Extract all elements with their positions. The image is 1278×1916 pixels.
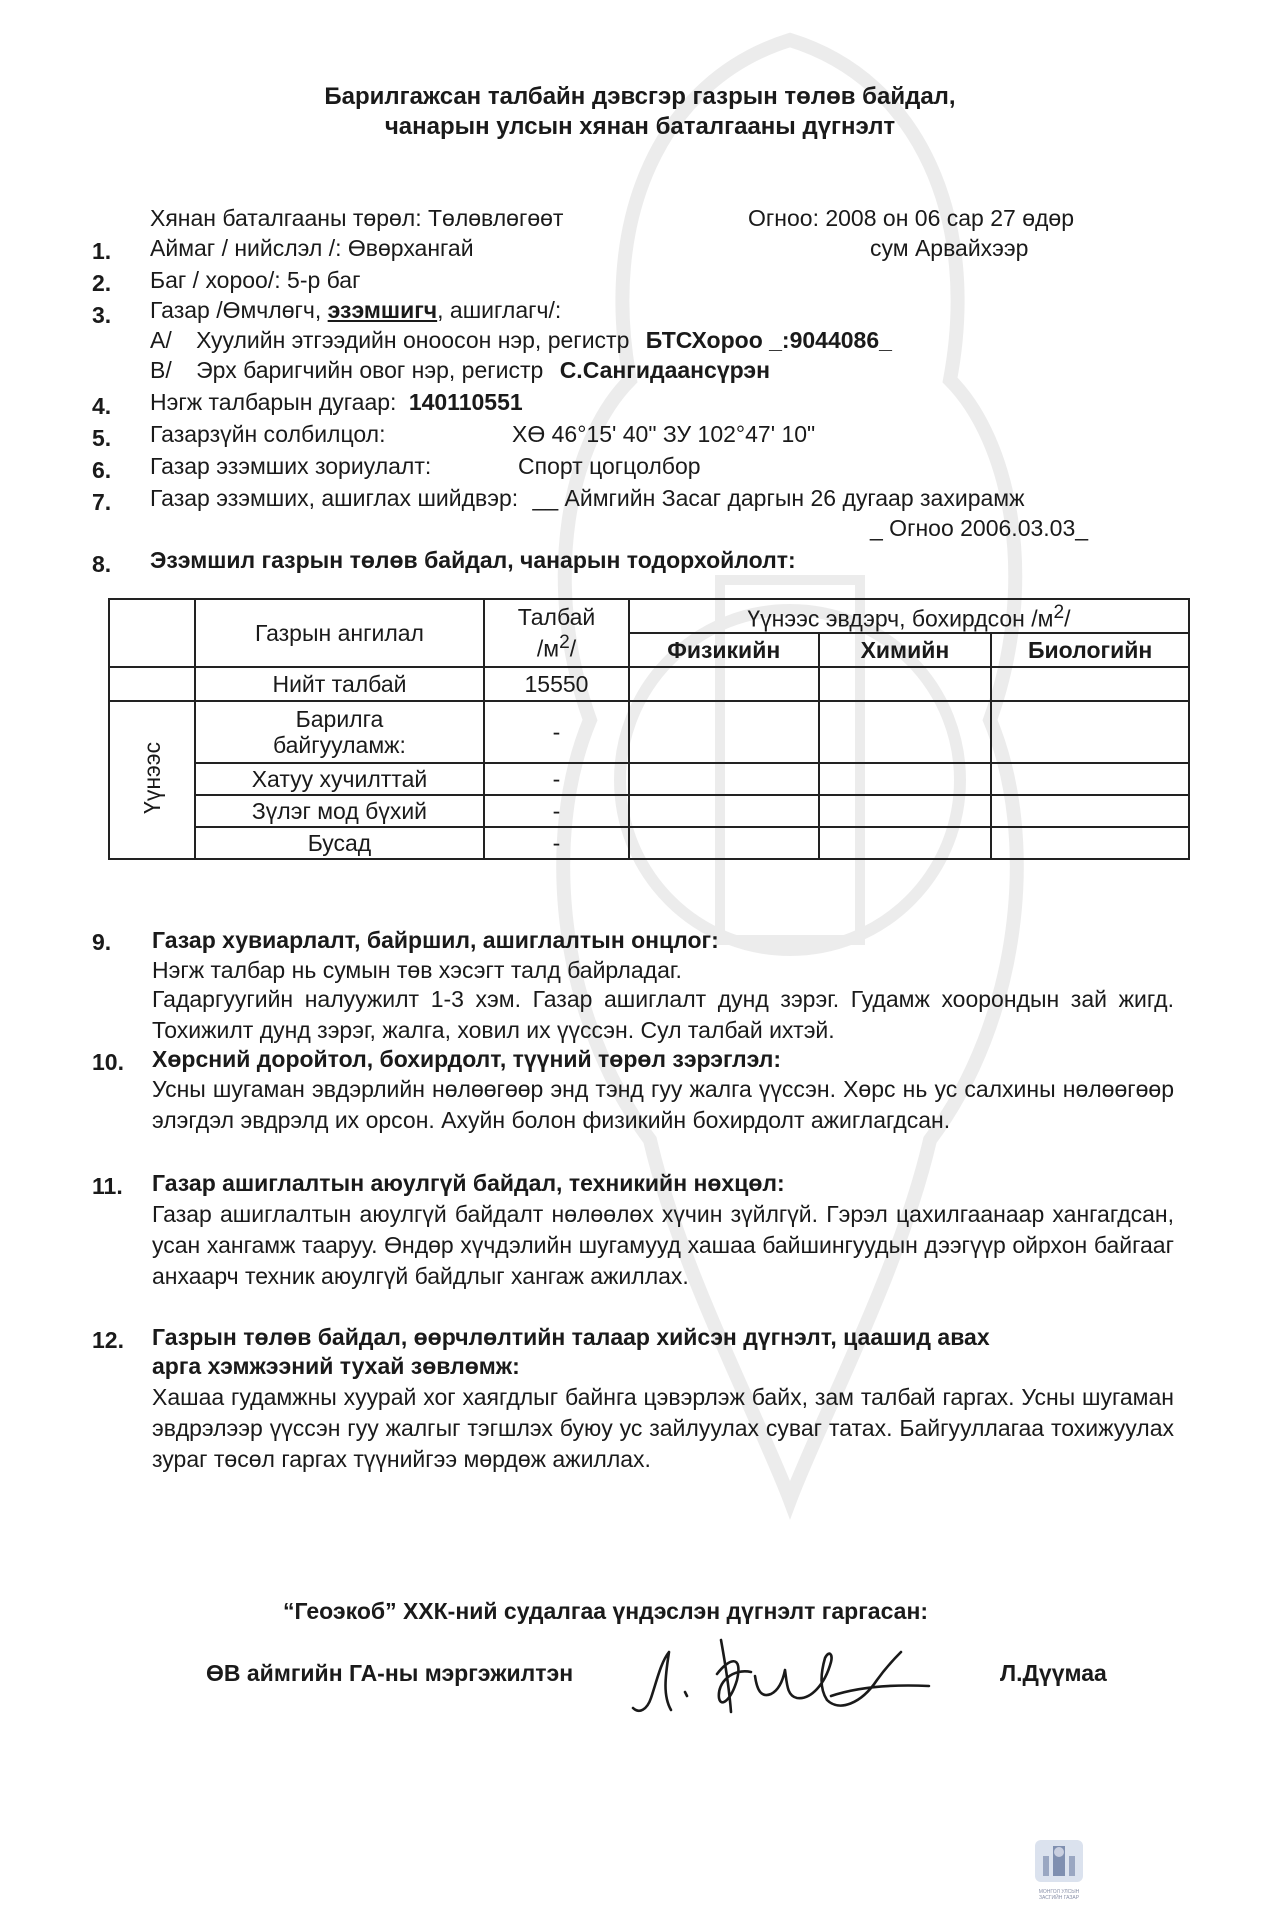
row-label: Хатуу хучилттай [195, 763, 484, 795]
logo-caption-line-2: ЗАСГИЙН ГАЗАР [1038, 1895, 1080, 1901]
row-label: Бусад [195, 827, 484, 859]
table-row-total [109, 667, 1189, 701]
land-holder-prefix: Газар /Өмчлөгч, [150, 297, 328, 323]
row-value: - [484, 701, 629, 763]
decision-value: __ Аймгийн Засаг даргын 26 дугаар захирамж [532, 485, 1025, 511]
emblem-icon [1033, 1838, 1085, 1884]
table-row [109, 827, 1189, 859]
entity-name-label: Хуулийн этгээдийн оноосон нэр, регистр [196, 327, 630, 353]
table-row [109, 795, 1189, 827]
total-area-label: Нийт талбай [195, 667, 484, 701]
sum-field: сум Арвайхээр [870, 235, 1029, 261]
table-row [109, 763, 1189, 795]
cell-biological [991, 763, 1189, 795]
entity-name-value: БТСХороо _:9044086_ [645, 327, 892, 353]
handwritten-signature [625, 1628, 955, 1718]
row-label-line2: байгууламж: [272, 732, 406, 758]
cell-physical [629, 667, 819, 701]
section-11-text: Газар ашиглалтын аюулгүй байдалт нөлөөлөх хүчин зүйлгүй. Гэрэл цахилгаанаар хангагдсан, усан хангамж тааруу. Өндөр хүчдэлийн шугамууд хашаа байшингуудын дээгүүр ойрхон байгааг анхаарч техник аюулгүй байдлыг хангаж ажиллах. [152, 1201, 1174, 1289]
document-date: Огноо: 2008 он 06 сар 27 өдөр [748, 205, 1074, 231]
header-chemical: Химийн [819, 633, 992, 667]
specialist-label: ӨВ аймгийн ГА-ны мэргэжилтэн [206, 1660, 574, 1686]
cell-physical [629, 827, 819, 859]
check-type: Хянан баталгааны төрөл: Төлөвлөгөөт [150, 205, 564, 231]
authority-value: С.Сангидаансүрэн [559, 357, 770, 383]
authority-label: Эрх баригчийн овог нэр, регистр [196, 357, 544, 383]
section-9-title: Газар хувиарлалт, байршил, ашиглалтын онцлог: [152, 927, 719, 953]
item-number: 6. [92, 457, 112, 483]
cell-physical [629, 701, 819, 763]
side-label: Үүнээс [138, 741, 165, 814]
item-number: 2. [92, 270, 112, 296]
cell-physical [629, 795, 819, 827]
section-8-title: Эзэмшил газрын төлөв байдал, чанарын тодорхойлолт: [150, 547, 796, 573]
row-label [195, 701, 484, 763]
item-number: 1. [92, 238, 112, 264]
cell-chemical [819, 667, 992, 701]
parcel-value: 140110551 [408, 389, 523, 415]
header-physical: Физикийн [629, 633, 819, 667]
table-empty-cell [109, 667, 195, 701]
parcel-label: Нэгж талбарын дугаар: [150, 389, 397, 415]
specialist-name: Л.Дүүмаа [1000, 1660, 1107, 1686]
government-logo [1033, 1838, 1085, 1902]
table-row [109, 701, 1189, 763]
item-number: 12. [92, 1327, 124, 1353]
land-condition-table [108, 598, 1190, 860]
header-area-line2: /м [536, 635, 560, 662]
header-damaged [629, 599, 1189, 633]
header-damaged-text: Үүнээс эвдэрч, бохирдсон /м [747, 605, 1054, 632]
item-number: 3. [92, 302, 112, 328]
table-corner-cell [109, 599, 195, 667]
document-title [140, 82, 1140, 142]
decision-row [150, 484, 1024, 513]
parcel-row [150, 388, 523, 417]
item-number: 9. [92, 929, 112, 955]
total-area-value: 15550 [484, 667, 629, 701]
table-header-row [109, 599, 1189, 633]
land-holder-underlined: эзэмшигч [327, 297, 438, 323]
land-holder-field [150, 296, 561, 325]
cell-biological [991, 667, 1189, 701]
section-10-title: Хөрсний доройтол, бохирдолт, түүний төрөл зэрэглэл: [152, 1046, 782, 1072]
row-value: - [484, 795, 629, 827]
header-biological: Биологийн [991, 633, 1189, 667]
cell-biological [991, 827, 1189, 859]
title-line-2: чанарын улсын хянан баталгааны дүгнэлт [384, 113, 896, 140]
cell-physical [629, 763, 819, 795]
item-number: 10. [92, 1049, 124, 1075]
cell-chemical [819, 827, 992, 859]
header-area-sup: 2 [559, 632, 570, 654]
bag-field: Баг / хороо/: 5-р баг [150, 267, 361, 293]
header-area-slash: / [569, 635, 577, 662]
section-11-title: Газар ашиглалтын аюулгүй байдал, техникийн нөхцөл: [152, 1170, 785, 1196]
row-value: - [484, 763, 629, 795]
cell-chemical [819, 795, 992, 827]
authority-row [150, 356, 770, 385]
section-9-text: Гадаргуугийн налуужилт 1-3 хэм. Газар ашиглалт дунд зэрэг. Гудамж хоорондын зай жигд. Тохижилт дунд зэрэг, жалга, ховил их үүссэн. Сул талбай ихтэй. [152, 986, 1174, 1043]
section-12-title: Газрын төлөв байдал, өөрчлөлтийн талаар хийсэн дүгнэлт, цаашид авах [152, 1324, 990, 1350]
row-label: Зүлэг мод бүхий [195, 795, 484, 827]
section-9-line: Нэгж талбар нь сумын төв хэсэгт талд байрладаг. [152, 957, 682, 983]
header-damaged-slash: / [1064, 605, 1071, 632]
section-12-title-cont: арга хэмжээний тухай зөвлөмж: [152, 1353, 520, 1379]
item-number: 11. [92, 1173, 123, 1199]
section-10-text: Усны шугаман эвдэрлийн нөлөөгөөр энд тэнд гуу жалга үүссэн. Хөрс нь ус салхины нөлөөгөөр элэгдэл эвдрэлд их орсон. Ахуйн болон физикийн бохирдолт ажиглагдсан. [152, 1076, 1174, 1133]
entity-name-label-letter: А/ [150, 327, 172, 353]
authority-label-letter: В/ [150, 357, 172, 383]
aimag-field: Аймаг / нийслэл /: Өвөрхангай [150, 235, 474, 261]
cell-biological [991, 795, 1189, 827]
cell-biological [991, 701, 1189, 763]
item-number: 8. [92, 551, 112, 577]
item-number: 4. [92, 393, 112, 419]
decision-date: _ Огноо 2006.03.03_ [870, 515, 1089, 541]
conclusion-note: “Геоэкоб” ХХК-ний судалгаа үндэслэн дүгнэлт гаргасан: [283, 1598, 928, 1624]
coord-value: ХӨ 46°15' 40" ЗУ 102°47' 10" [512, 421, 816, 447]
entity-name-row [150, 326, 892, 355]
logo-caption-line-1: МОНГОЛ УЛСЫН [1038, 1889, 1080, 1895]
item-number: 5. [92, 425, 112, 451]
header-area-line1: Талбай [517, 604, 596, 631]
item-number: 7. [92, 489, 112, 515]
purpose-label: Газар эзэмших зориулалт: [150, 453, 432, 479]
coord-label: Газарзүйн солбилцол: [150, 421, 386, 447]
cell-chemical [819, 763, 992, 795]
row-value: - [484, 827, 629, 859]
header-area [484, 599, 629, 667]
row-label-line1: Барилга [295, 706, 384, 732]
section-12-text: Хашаа гудамжны хуурай хог хаягдлыг байнга цэвэрлэж байх, зам талбай гаргах. Усны шугаман эвдрэлээр үүссэн гуу жалгыг тэгшлэх буюу ус зайлуулах суваг татах. Байгууллагаа тохижуулах зураг төсөл гаргах түүнийгээ мөрдөж ажиллах. [152, 1384, 1174, 1472]
title-line-1: Барилгажсан талбайн дэвсгэр газрын төлөв байдал, [324, 83, 956, 110]
purpose-value: Спорт цогцолбор [518, 453, 701, 479]
header-land-class: Газрын ангилал [195, 599, 484, 667]
side-label-cell [109, 701, 195, 859]
land-holder-suffix: , ашиглагч/: [437, 297, 562, 323]
decision-label: Газар эзэмших, ашиглах шийдвэр: [150, 485, 519, 511]
header-damaged-sup: 2 [1053, 602, 1065, 624]
cell-chemical [819, 701, 992, 763]
